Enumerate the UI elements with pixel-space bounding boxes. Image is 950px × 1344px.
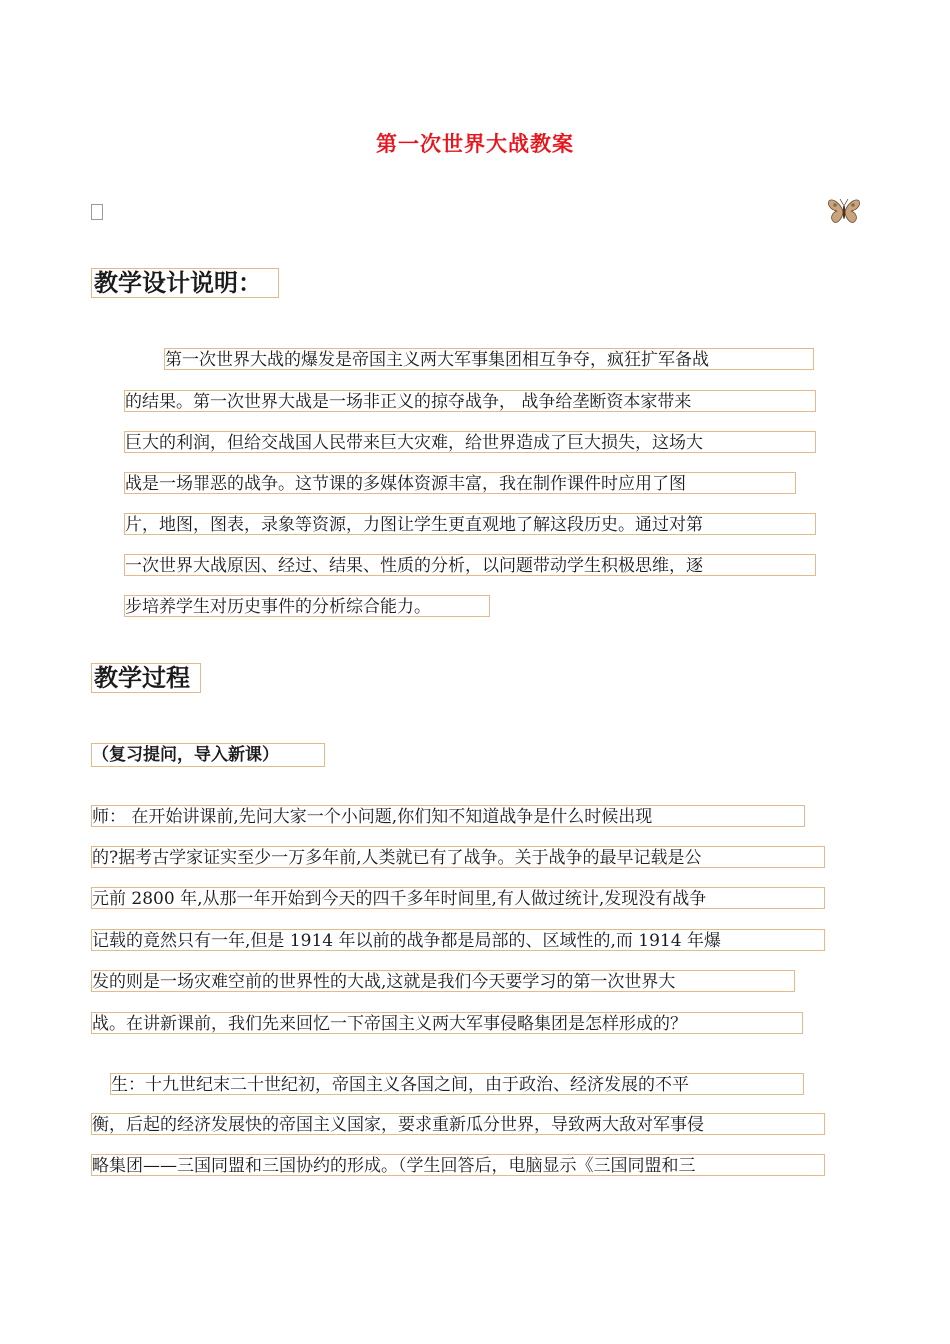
paragraph-line: 步培养学生对历史事件的分析综合能力。 — [124, 595, 490, 617]
section-heading-design: 教学设计说明： — [91, 268, 279, 298]
student-line: 衡，后起的经济发展快的帝国主义国家，要求重新瓜分世界，导致两大敌对军事侵 — [91, 1113, 825, 1135]
teacher-line: 元前 2800 年,从那一年开始到今天的四千多年时间里,有人做过统计,发现没有战争 — [91, 887, 825, 909]
student-line: 生：十九世纪末二十世纪初，帝国主义各国之间，由于政治、经济发展的不平 — [110, 1073, 804, 1095]
teacher-line: 记载的竟然只有一年,但是 1914 年以前的战争都是局部的、区域性的,而 1914 年爆 — [91, 929, 825, 951]
paragraph-line: 一次世界大战原因、经过、结果、性质的分析，以问题带动学生积极思维，逐 — [124, 554, 816, 576]
teacher-line: 的?据考古学家证实至少一万多年前,人类就已有了战争。关于战争的最早记载是公 — [91, 846, 825, 868]
student-line: 略集团——三国同盟和三国协约的形成。（学生回答后，电脑显示《三国同盟和三 — [91, 1154, 825, 1176]
paragraph-line: 巨大的利润，但给交战国人民带来巨大灾难，给世界造成了巨大损失，这场大 — [124, 431, 816, 453]
paragraph-line: 的结果。第一次世界大战是一场非正义的掠夺战争， 战争给垄断资本家带来 — [124, 390, 816, 412]
teacher-line: 师： 在开始讲课前,先问大家一个小问题,你们知不知道战争是什么时候出现 — [91, 805, 805, 827]
teacher-line: 战。在讲新课前，我们先来回忆一下帝国主义两大军事侵略集团是怎样形成的？ — [91, 1012, 803, 1034]
teacher-line: 发的则是一场灾难空前的世界性的大战,这就是我们今天要学习的第一次世界大 — [91, 970, 795, 992]
empty-image-box-icon — [91, 204, 103, 220]
subheading-review: （复习提问，导入新课） — [91, 743, 325, 767]
paragraph-line: 第一次世界大战的爆发是帝国主义两大军事集团相互争夺，疯狂扩军备战 — [164, 348, 814, 370]
section-heading-process: 教学过程 — [91, 663, 201, 693]
paragraph-line: 战是一场罪恶的战争。这节课的多媒体资源丰富，我在制作课件时应用了图 — [124, 472, 796, 494]
paragraph-line: 片，地图，图表，录象等资源，力图让学生更直观地了解这段历史。通过对第 — [124, 513, 816, 535]
document-title: 第一次世界大战教案 — [376, 132, 574, 156]
butterfly-icon — [827, 197, 861, 227]
